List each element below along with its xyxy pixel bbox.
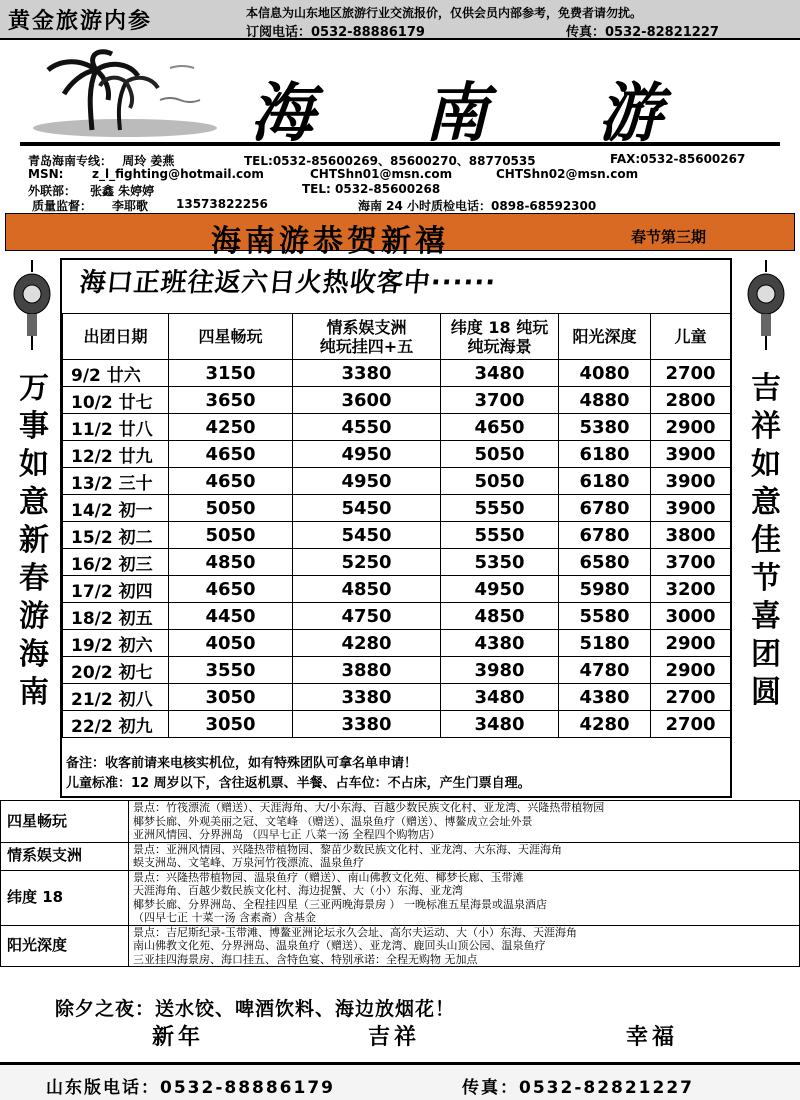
itinerary-line: 景点：竹筏漂流（赠送）、天涯海角、大/小东海、百越少数民族文化村、亚龙湾、兴隆热带植物园 — [133, 801, 605, 814]
footer-fax: 传真：0532-82821227 — [462, 1078, 694, 1098]
price-cell: 4450 — [169, 603, 293, 630]
price-cell: 3000 — [651, 603, 731, 630]
msn-1: z_l_fighting@hotmail.com — [92, 167, 264, 181]
itinerary-line: 亚洲风情园、分界洲岛 （四早七正 八菜一汤 全程四个购物店） — [133, 828, 441, 841]
price-cell: 3600 — [293, 387, 441, 414]
itinerary-line: 椰梦长廊、分界洲岛、全程挂四星（三亚两晚海景房 ） 一晚标准五星海景或温泉酒店 — [133, 897, 547, 911]
itinerary-name: 纬度 18 — [1, 870, 129, 925]
footer-phone: 山东版电话：0532-88886179 — [46, 1078, 335, 1098]
price-cell: 4650 — [441, 414, 559, 441]
date-cell: 12/2 廿九 — [63, 441, 169, 468]
itinerary-row — [1, 925, 800, 967]
price-cell: 4550 — [293, 414, 441, 441]
price-cell: 2900 — [651, 657, 731, 684]
header-fax: 传真：0532-82821227 — [566, 25, 719, 40]
palm-tree-illustration — [30, 48, 220, 138]
price-table-header — [63, 314, 731, 360]
table-row — [63, 657, 731, 684]
notice-text: 本信息为山东地区旅游行业交流报价，仅供会员内部参考，免费者请勿扰。 — [246, 6, 643, 20]
price-cell: 5450 — [293, 522, 441, 549]
price-cell: 3050 — [169, 684, 293, 711]
price-cell: 3800 — [651, 522, 731, 549]
banner-period: 春节第三期 — [631, 228, 707, 246]
line1-fax: FAX:0532-85600267 — [610, 152, 746, 166]
price-cell: 4750 — [293, 603, 441, 630]
price-cell: 3380 — [293, 711, 441, 738]
remark-note: 备注：收客前请来电核实机位，如有特殊团队可拿名单申请！ — [66, 756, 418, 771]
price-cell: 5550 — [441, 495, 559, 522]
top-header-bar — [0, 0, 800, 40]
price-cell: 4080 — [559, 360, 651, 387]
price-cell: 5180 — [559, 630, 651, 657]
price-cell: 4850 — [293, 576, 441, 603]
price-table — [62, 313, 731, 738]
left-blessing: 万 事 如 意 新 春 游 海 南 — [19, 371, 49, 710]
price-cell: 3900 — [651, 468, 731, 495]
table-row — [63, 549, 731, 576]
table-row — [63, 603, 731, 630]
price-cell: 4950 — [293, 468, 441, 495]
price-cell: 3900 — [651, 441, 731, 468]
price-cell: 5050 — [441, 468, 559, 495]
line1-names: 周玲 姜燕 — [122, 154, 175, 168]
header-four-star: 四星畅玩 — [169, 314, 293, 360]
wish-auspicious: 吉祥 — [368, 1024, 421, 1050]
table-row — [63, 495, 731, 522]
qc-name: 李耶歌 — [112, 199, 149, 213]
date-cell: 13/2 三十 — [63, 468, 169, 495]
price-cell: 5350 — [441, 549, 559, 576]
headline: 海口正班往返六日火热收客中······ — [78, 268, 498, 298]
itinerary-line: 椰梦长廊、外观美丽之冠、文笔峰 （赠送）、温泉鱼疗（赠送）、博鳌成立会址外景 — [133, 814, 533, 828]
footer-bar — [0, 1062, 800, 1100]
line1-label: 青岛海南专线： — [28, 154, 113, 168]
price-cell: 6780 — [559, 522, 651, 549]
price-cell: 2900 — [651, 630, 731, 657]
price-cell: 4950 — [293, 441, 441, 468]
header-date: 出团日期 — [63, 314, 169, 360]
price-cell: 3980 — [441, 657, 559, 684]
promo-text: 除夕之夜：送水饺、啤酒饮料、海边放烟花！ — [55, 998, 456, 1020]
table-row — [63, 522, 731, 549]
lantern-icon — [744, 260, 788, 350]
itinerary-line: 景点：吉尼斯纪录-玉带滩、博鳌亚洲论坛永久会址、高尔夫运动、大（小）东海、天涯海角 — [133, 925, 577, 939]
price-cell: 2700 — [651, 360, 731, 387]
itinerary-line: 三亚挂四海景房、海口挂五、含特色宴、特别承诺：全程无购物 无加点 — [133, 952, 478, 966]
price-cell: 2700 — [651, 711, 731, 738]
msn-2: CHTShn01@msn.com — [310, 167, 453, 181]
itinerary-line: （四早七正 十菜一汤 含素斋）含基金 — [133, 911, 316, 924]
price-cell: 5380 — [559, 414, 651, 441]
price-cell: 3880 — [293, 657, 441, 684]
table-row — [63, 387, 731, 414]
price-cell: 3900 — [651, 495, 731, 522]
date-cell: 14/2 初一 — [63, 495, 169, 522]
price-cell: 6580 — [559, 549, 651, 576]
dept-tel: TEL: 0532-85600268 — [302, 182, 441, 196]
table-row — [63, 468, 731, 495]
table-row — [63, 576, 731, 603]
header-child: 儿童 — [651, 314, 731, 360]
date-cell: 20/2 初七 — [63, 657, 169, 684]
price-cell: 4850 — [441, 603, 559, 630]
date-cell: 22/2 初九 — [63, 711, 169, 738]
price-cell: 4780 — [559, 657, 651, 684]
price-cell: 3150 — [169, 360, 293, 387]
itinerary-row — [1, 870, 800, 925]
table-row — [63, 711, 731, 738]
date-cell: 17/2 初四 — [63, 576, 169, 603]
price-cell: 4650 — [169, 441, 293, 468]
itinerary-line: 天涯海角、百越少数民族文化村、海边捉蟹、大（小）东海、亚龙湾 — [133, 884, 463, 897]
line1-tel: TEL:0532-85600269、85600270、88770535 — [244, 154, 536, 168]
date-cell: 15/2 初二 — [63, 522, 169, 549]
price-cell: 3200 — [651, 576, 731, 603]
price-cell: 3050 — [169, 711, 293, 738]
dept-label: 外联部： — [28, 184, 77, 198]
itinerary-line: 景点：亚洲风情园、兴隆热带植物园、黎苗少数民族文化村、亚龙湾、大东海、天涯海角 — [133, 842, 562, 856]
price-cell: 2700 — [651, 684, 731, 711]
date-cell: 11/2 廿八 — [63, 414, 169, 441]
itinerary-desc — [129, 925, 800, 967]
itinerary-row — [1, 842, 800, 870]
child-standard-note: 儿童标准：12 周岁以下，含往返机票、半餐、占车位：不占床，产生门票自理。 — [66, 776, 531, 791]
price-cell: 5250 — [293, 549, 441, 576]
qc-label: 质量监督： — [32, 199, 93, 213]
table-row — [63, 360, 731, 387]
table-row — [63, 630, 731, 657]
price-cell: 4850 — [169, 549, 293, 576]
greeting-banner — [5, 213, 795, 259]
hotline: 海南 24 小时质检电话：0898-68592300 — [358, 199, 597, 213]
header-sunshine: 阳光深度 — [559, 314, 651, 360]
price-cell: 3650 — [169, 387, 293, 414]
msn-label: MSN: — [28, 167, 64, 181]
date-cell: 10/2 廿七 — [63, 387, 169, 414]
itinerary-row — [1, 801, 800, 843]
price-cell: 4380 — [559, 684, 651, 711]
itinerary-desc — [129, 870, 800, 925]
price-cell: 3700 — [651, 549, 731, 576]
banner-title: 海南游恭贺新禧 — [211, 224, 449, 259]
price-cell: 6180 — [559, 468, 651, 495]
itinerary-line: 南山佛教文化苑、分界洲岛、温泉鱼疗（赠送）、亚龙湾、鹿回头山顶公园、温泉鱼疗 — [133, 939, 546, 952]
date-cell: 9/2 廿六 — [63, 360, 169, 387]
itinerary-line: 景点：兴隆热带植物园、温泉鱼疗（赠送）、南山佛教文化苑、椰梦长廊、玉带滩 — [133, 870, 524, 884]
qc-phone: 13573822256 — [176, 197, 268, 211]
itinerary-name: 四星畅玩 — [1, 801, 129, 843]
itinerary-line: 蜈支洲岛、文笔峰、万泉河竹筏漂流、温泉鱼疗 — [133, 856, 364, 869]
header-latitude18: 纬度 18 纯玩 纯玩海景 — [441, 314, 559, 360]
itinerary-name: 阳光深度 — [1, 925, 129, 967]
price-cell: 4380 — [441, 630, 559, 657]
header-wuzhizhou: 情系娱支洲 纯玩挂四+五 — [293, 314, 441, 360]
table-row — [63, 441, 731, 468]
price-cell: 3480 — [441, 684, 559, 711]
price-cell: 5980 — [559, 576, 651, 603]
price-cell: 2900 — [651, 414, 731, 441]
price-cell: 4050 — [169, 630, 293, 657]
price-cell: 4950 — [441, 576, 559, 603]
right-blessing: 吉 祥 如 意 佳 节 喜 团 圆 — [751, 371, 781, 710]
logo-title: 海南游 — [250, 76, 772, 151]
price-cell: 5050 — [169, 522, 293, 549]
price-cell: 4880 — [559, 387, 651, 414]
date-cell: 21/2 初八 — [63, 684, 169, 711]
price-cell: 4250 — [169, 414, 293, 441]
itinerary-table — [0, 800, 800, 967]
itinerary-desc — [129, 801, 800, 843]
msn-3: CHTShn02@msn.com — [496, 167, 639, 181]
lantern-icon — [10, 260, 54, 350]
price-cell: 3380 — [293, 684, 441, 711]
price-cell: 5580 — [559, 603, 651, 630]
logo-area — [20, 48, 780, 151]
price-cell: 3480 — [441, 360, 559, 387]
order-phone: 订阅电话：0532-88886179 — [246, 25, 425, 40]
date-cell: 18/2 初五 — [63, 603, 169, 630]
price-cell: 4650 — [169, 468, 293, 495]
price-cell: 5050 — [441, 441, 559, 468]
price-cell: 5050 — [169, 495, 293, 522]
wish-new-year: 新年 — [152, 1024, 205, 1050]
price-cell: 6780 — [559, 495, 651, 522]
date-cell: 16/2 初三 — [63, 549, 169, 576]
price-cell: 3480 — [441, 711, 559, 738]
price-cell: 4650 — [169, 576, 293, 603]
dept-names: 张鑫 朱婷婷 — [90, 184, 155, 198]
price-cell: 6180 — [559, 441, 651, 468]
table-row — [63, 414, 731, 441]
date-cell: 19/2 初六 — [63, 630, 169, 657]
itinerary-name: 情系娱支洲 — [1, 842, 129, 870]
table-row — [63, 684, 731, 711]
wish-happiness: 幸福 — [626, 1024, 679, 1050]
price-cell: 3550 — [169, 657, 293, 684]
price-cell: 4280 — [559, 711, 651, 738]
itinerary-desc — [129, 842, 800, 870]
price-cell: 5550 — [441, 522, 559, 549]
price-cell: 3700 — [441, 387, 559, 414]
price-cell: 2800 — [651, 387, 731, 414]
price-cell: 4280 — [293, 630, 441, 657]
price-cell: 5450 — [293, 495, 441, 522]
brand-name: 黄金旅游内参 — [8, 9, 153, 34]
price-cell: 3380 — [293, 360, 441, 387]
